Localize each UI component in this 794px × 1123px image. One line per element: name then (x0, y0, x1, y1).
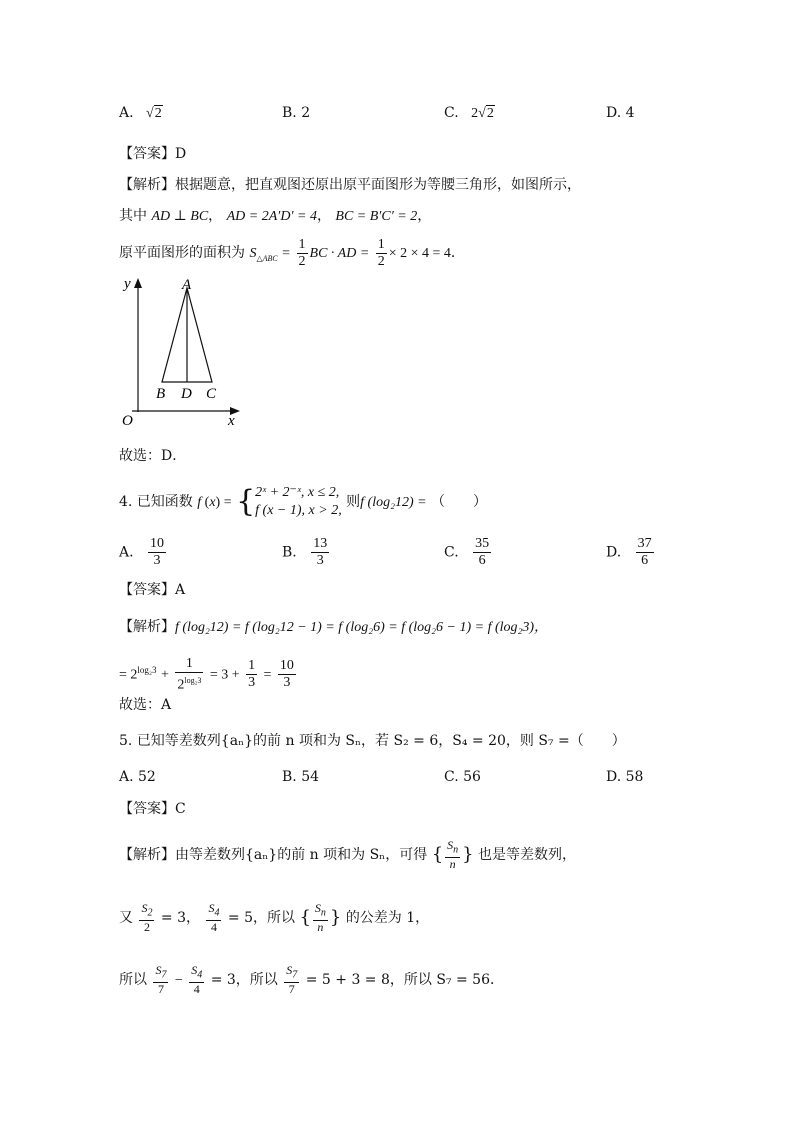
q5-option-a: A. 52 (119, 769, 156, 785)
vertex-label-c: C (206, 386, 217, 402)
q4-option-a: A. $\frac{10}{3}$ (119, 536, 165, 568)
fraction: $\frac{S_7}{7}$ (286, 963, 298, 996)
fraction: $\frac{S_7}{7}$ (155, 963, 167, 996)
fraction: $\frac{1}{3}$ (248, 658, 256, 691)
piecewise-cases: 2ˣ + 2⁻ˣ, x ≤ 2, f (x − 1), x > 2, (255, 485, 342, 518)
fraction: $\frac{S_4}{4}$ (191, 963, 203, 996)
q5-analysis-line1: 【解析】由等差数列{aₙ}的前 n 项和为 Sₙ，可得 { $\frac{S_n}{n}$ } 也是等差数列， (119, 838, 577, 871)
q5-analysis-line2: 又 $\frac{S_2}{2}$ = 3， $\frac{S_4}{4}$ = 5，所以 { $\frac{S_n}{n}$ } 的公差为 1， (119, 901, 430, 934)
fraction: $\frac{S_2}{2}$ (141, 901, 153, 934)
q5-option-c: C. 56 (444, 769, 481, 785)
q3-option-b: B. 2 (282, 105, 311, 121)
q4-analysis-line2: = $2^{log_23}$ + $\frac{1}{2^{log_23}}$ = 3 + $\frac{1}{3}$ = $\frac{10}{3}$ (119, 655, 294, 693)
q3-option-d: D. 4 (606, 105, 635, 121)
fraction: $\frac{10}{3}$ (279, 658, 294, 691)
fraction: $\frac{1}{2}$ (298, 236, 306, 269)
q3-answer: 【答案】D (119, 146, 187, 162)
q4-option-b: B. $\frac{13}{3}$ (282, 536, 328, 568)
origin-label: O (122, 413, 133, 426)
triangle-figure (118, 276, 248, 426)
q3-option-a (119, 103, 163, 124)
q3-analysis: 【解析】根据题意，把直观图还原出原平面图形为等腰三角形，如图所示， (119, 177, 581, 193)
vertex-label-a: A (182, 277, 192, 293)
q4-option-c: C. $\frac{35}{6}$ (444, 536, 490, 568)
q4-choose: 故选：A (119, 697, 172, 713)
axis-label-x: x (228, 413, 235, 426)
q5-option-b: B. 54 (282, 769, 320, 785)
q4-analysis-line1: 【解析】f (log₂12) = f (log₂12 − 1) = f (log₂6) = f (log₂6 − 1) = f (log₂3)， (119, 619, 549, 635)
left-brace-icon: { (236, 484, 256, 519)
q3-option-a-label: A. (119, 105, 134, 121)
q3-option-c: C. 2√2 (444, 103, 495, 124)
q3-choose: 故选：D． (119, 448, 187, 464)
fraction: $\frac{S_n}{n}$ (314, 901, 326, 934)
q5-answer: 【答案】C (119, 801, 186, 817)
sqrt-icon: √2 (478, 106, 494, 121)
sqrt-icon: √2 (146, 106, 162, 121)
fraction: $\frac{S_n}{n}$ (447, 838, 459, 871)
fraction: $\frac{1}{2^{log_23}}$ (177, 655, 202, 693)
q5-stem: 5. 已知等差数列{aₙ}的前 n 项和为 Sₙ，若 S₂ = 6，S₄ = 20，则 S₇ =（ ） (119, 733, 626, 749)
q5-option-d: D. 58 (606, 769, 644, 785)
q4-answer: 【答案】A (119, 582, 186, 598)
q5-analysis-line3: 所以 $\frac{S_7}{7}$ − $\frac{S_4}{4}$ = 3，所以 $\frac{S_7}{7}$ = 5 + 3 = 8，所以 S₇ = 56． (119, 963, 504, 996)
vertex-label-b: B (156, 386, 166, 402)
q4-option-d: D. $\frac{37}{6}$ (606, 536, 652, 568)
q3-analysis-line3: 原平面图形的面积为 $S_{\triangle ABC}$ = $\frac{1}{2}$ BC · AD = $\frac{1}{2}$ × 2 × 4 = 4． (119, 236, 465, 269)
fraction: $\frac{S_4}{4}$ (208, 901, 220, 934)
q4-stem: 4. 已知函数 f (x) = { 2ˣ + 2⁻ˣ, x ≤ 2, f (x − 1), x > 2, 则f (log₂12) = （ ） (119, 484, 488, 519)
q3-option-c-label: C. (444, 105, 459, 121)
vertex-label-d: D (181, 386, 192, 402)
fraction: $\frac{1}{2}$ (377, 236, 385, 269)
q3-analysis-line2: 其中 AD ⊥ BC， AD = 2A′D′ = 4， BC = B′C′ = 2， (119, 208, 432, 224)
axis-label-y: y (124, 276, 131, 292)
